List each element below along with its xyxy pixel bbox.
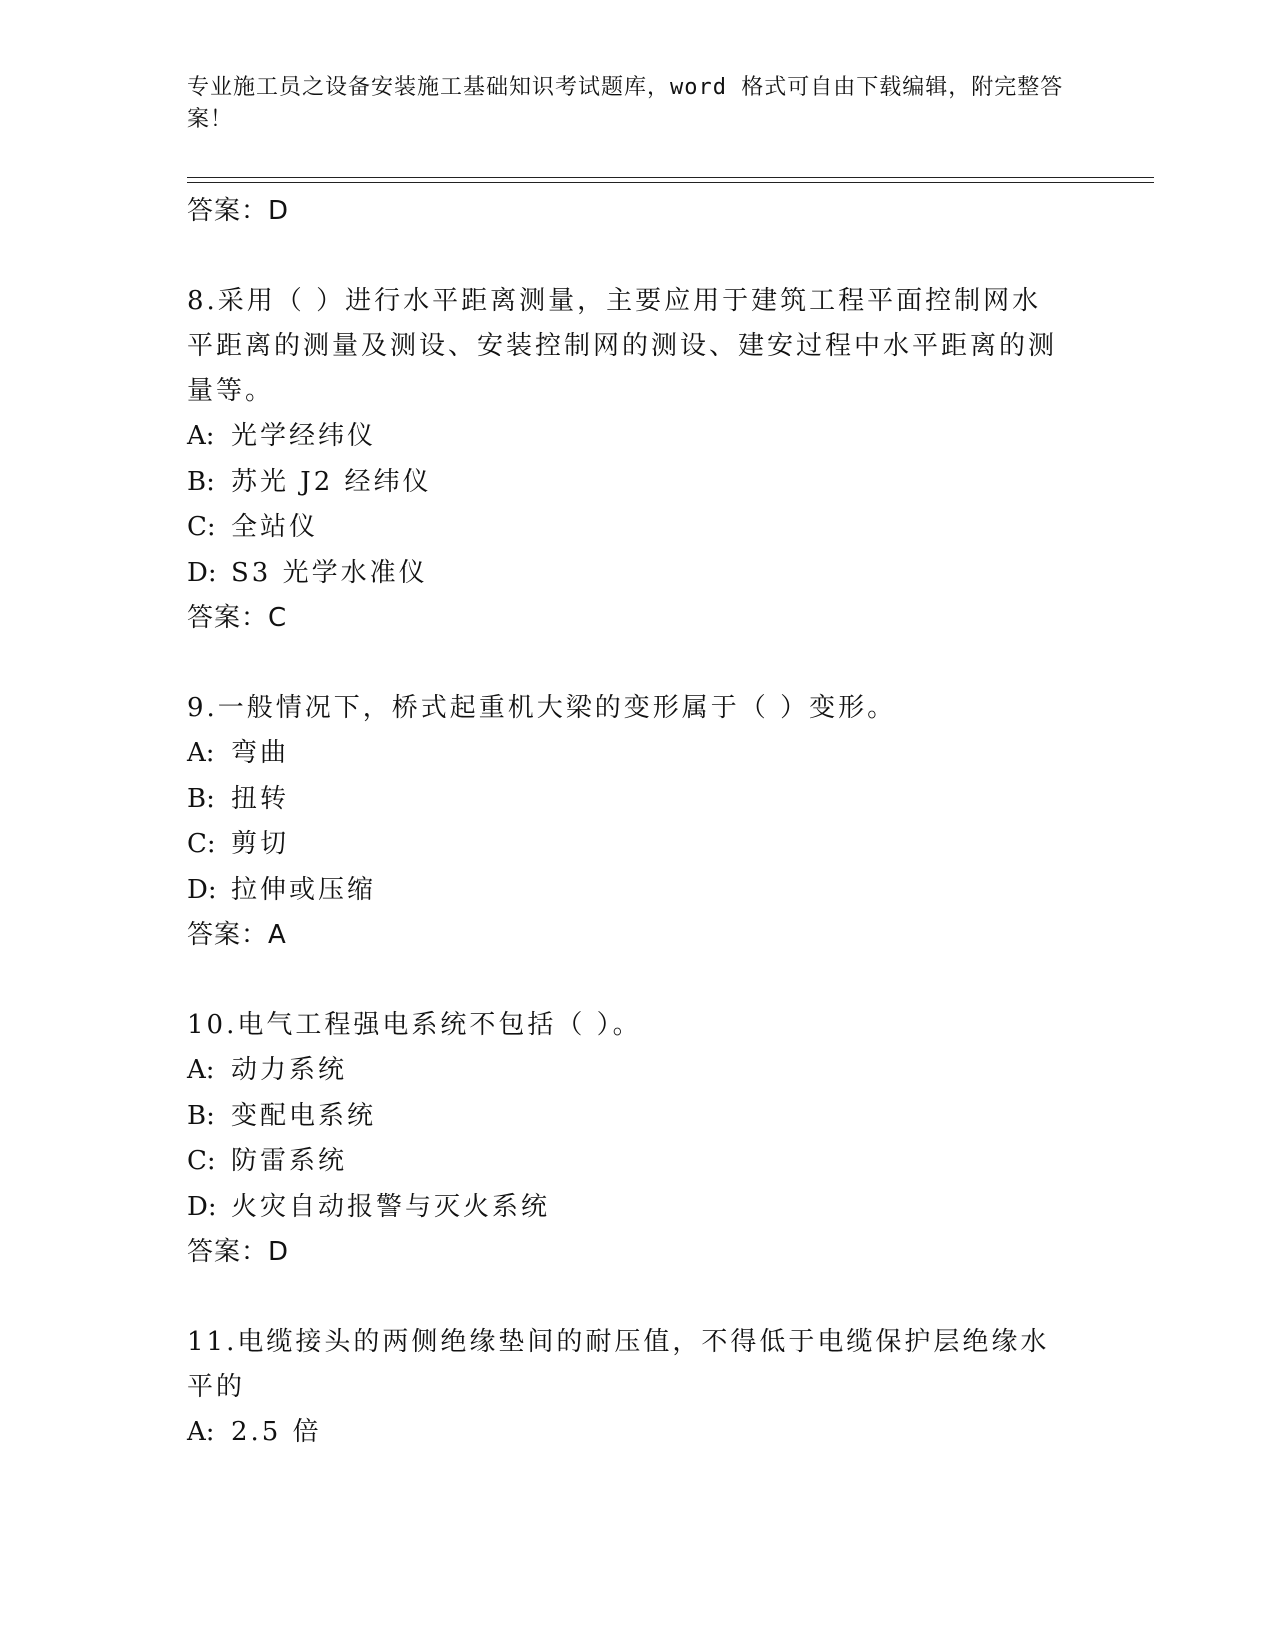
option-item xyxy=(187,460,1067,506)
option-item xyxy=(187,551,1067,597)
option-key: C: xyxy=(187,829,216,859)
option-item xyxy=(187,1410,1067,1456)
option-key: D: xyxy=(187,874,217,905)
answer-line: 答案：A xyxy=(187,920,287,950)
option-text: 光学经纬仪 xyxy=(231,421,377,451)
option-key: A: xyxy=(187,421,215,451)
question-block xyxy=(187,1003,1067,1275)
header-divider-bottom xyxy=(187,182,1154,183)
option-item xyxy=(187,414,1067,460)
option-key: C: xyxy=(187,512,216,542)
option-item xyxy=(187,505,1067,551)
question-stem: 10.电气工程强电系统不包括（ ）。 xyxy=(187,1010,642,1040)
option-item xyxy=(187,1185,1067,1231)
option-text: 弯曲 xyxy=(231,738,290,768)
option-key: B: xyxy=(187,466,215,497)
option-text: 火灾自动报警与灭火系统 xyxy=(231,1191,551,1222)
option-item xyxy=(187,731,1067,777)
option-text: 变配电系统 xyxy=(231,1100,377,1131)
option-text: 2.5 倍 xyxy=(231,1417,322,1447)
option-item xyxy=(187,868,1067,914)
question-stem: 9.一般情况下，桥式起重机大梁的变形属于（ ）变形。 xyxy=(187,693,897,723)
answer-line: 答案：D xyxy=(187,1237,290,1267)
question-block xyxy=(187,279,1067,641)
option-item xyxy=(187,822,1067,868)
header-divider-top xyxy=(187,177,1154,178)
option-key: A: xyxy=(187,738,215,768)
option-item xyxy=(187,1048,1067,1094)
option-key: A: xyxy=(187,1417,215,1447)
option-text: S3 光学水准仪 xyxy=(231,557,428,588)
document-header: 专业施工员之设备安装施工基础知识考试题库，word 格式可自由下载编辑，附完整答案！ xyxy=(187,75,1064,132)
option-item xyxy=(187,1094,1067,1140)
option-text: 拉伸或压缩 xyxy=(231,874,377,905)
option-text: 全站仪 xyxy=(231,512,319,542)
question-stem: 11.电缆接头的两侧绝缘垫间的耐压值，不得低于电缆保护层绝缘水平的 xyxy=(187,1327,1050,1402)
question-list xyxy=(187,189,1067,1456)
option-text: 苏光 J2 经纬仪 xyxy=(231,466,432,497)
option-key: A: xyxy=(187,1055,215,1085)
option-key: B: xyxy=(187,783,215,814)
question-block xyxy=(187,686,1067,958)
option-key: B: xyxy=(187,1100,215,1131)
option-item xyxy=(187,777,1067,823)
option-text: 防雷系统 xyxy=(231,1146,348,1176)
answer-line: 答案：C xyxy=(187,603,288,633)
answer-line: 答案：D xyxy=(187,196,290,226)
option-text: 扭转 xyxy=(231,783,290,814)
option-text: 剪切 xyxy=(231,829,290,859)
option-key: D: xyxy=(187,557,217,588)
question-stem: 8.采用（ ）进行水平距离测量，主要应用于建筑工程平面控制网水平距离的测量及测设、安装控制网的测设、建安过程中水平距离的测量等。 xyxy=(187,286,1058,406)
option-text: 动力系统 xyxy=(231,1055,348,1085)
question-block xyxy=(187,1320,1067,1456)
option-key: D: xyxy=(187,1191,217,1222)
option-key: C: xyxy=(187,1146,216,1176)
option-item xyxy=(187,1139,1067,1185)
